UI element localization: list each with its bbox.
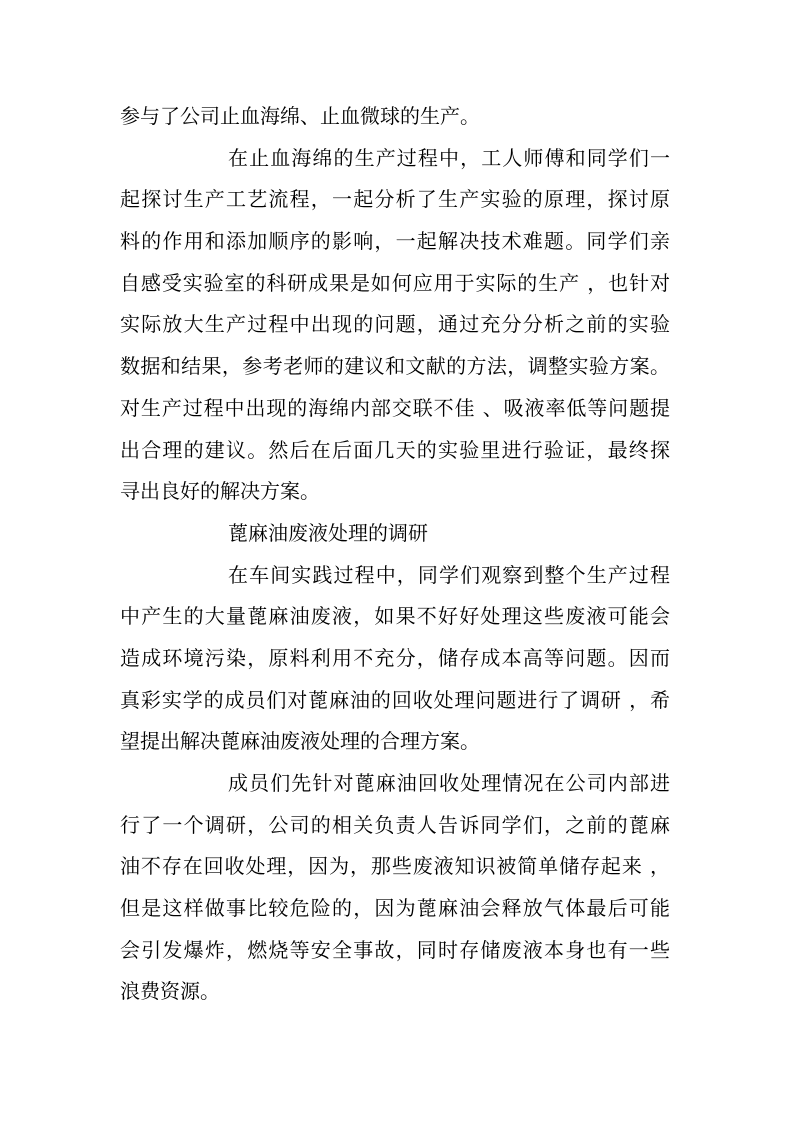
text-line: 数据和结果，参考老师的建议和文献的方法，调整实验方案。: [120, 354, 670, 379]
text-line: 中产生的大量蓖麻油废液，如果不好好处理这些废液可能会: [120, 604, 670, 629]
text-line: 浪费资源。: [120, 979, 220, 1004]
text-line: 成员们先针对蓖麻油回收处理情况在公司内部进: [228, 771, 670, 795]
document-body: [120, 96, 670, 1013]
text-line: 实际放大生产过程中出现的问题，通过充分分析之前的实验: [120, 312, 670, 337]
section-heading: 蓖麻油废液处理的调研: [228, 520, 428, 545]
text-line: 油不存在回收处理，因为，那些废液知识被简单储存起来 ，: [120, 854, 670, 879]
text-line: 望提出解决蓖麻油废液处理的合理方案。: [120, 729, 480, 754]
text-line: 造成环境污染，原料利用不充分，储存成本高等问题。因而: [120, 645, 670, 670]
text-line: 寻出良好的解决方案。: [120, 479, 320, 504]
text-line: 在止血海绵的生产过程中，工人师傅和同学们一: [228, 145, 670, 170]
text-line: 会引发爆炸，燃烧等安全事故，同时存储废液本身也有一些: [120, 937, 670, 962]
text-line: 真彩实学的成员们对蓖麻油的回收处理问题进行了调研 ，希: [120, 687, 670, 712]
paragraph-continuation: [120, 96, 670, 138]
text-line: 行了一个调研，公司的相关负责人告诉同学们，之前的蓖麻: [120, 812, 670, 837]
text-line: 参与了公司止血海绵、止血微球的生产。: [120, 104, 480, 128]
paragraph-company-survey: [120, 763, 670, 1013]
text-line: 对生产过程中出现的海绵内部交联不佳 、吸液率低等问题提: [120, 395, 670, 420]
text-line: 出合理的建议。然后在后面几天的实验里进行验证，最终探: [120, 437, 670, 462]
text-line: 在车间实践过程中，同学们观察到整个生产过程: [228, 562, 670, 587]
paragraph-workshop-practice: [120, 555, 670, 763]
text-line: 自感受实验室的科研成果是如何应用于实际的生产 ，也针对: [120, 270, 670, 295]
text-line: 但是这样做事比较危险的，因为蓖麻油会释放气体最后可能: [120, 896, 670, 921]
paragraph-hemostatic-sponge: [120, 138, 670, 513]
text-line: 起探讨生产工艺流程，一起分析了生产实验的原理，探讨原: [120, 187, 670, 212]
text-line: 料的作用和添加顺序的影响，一起解决技术难题。同学们亲: [120, 229, 670, 254]
